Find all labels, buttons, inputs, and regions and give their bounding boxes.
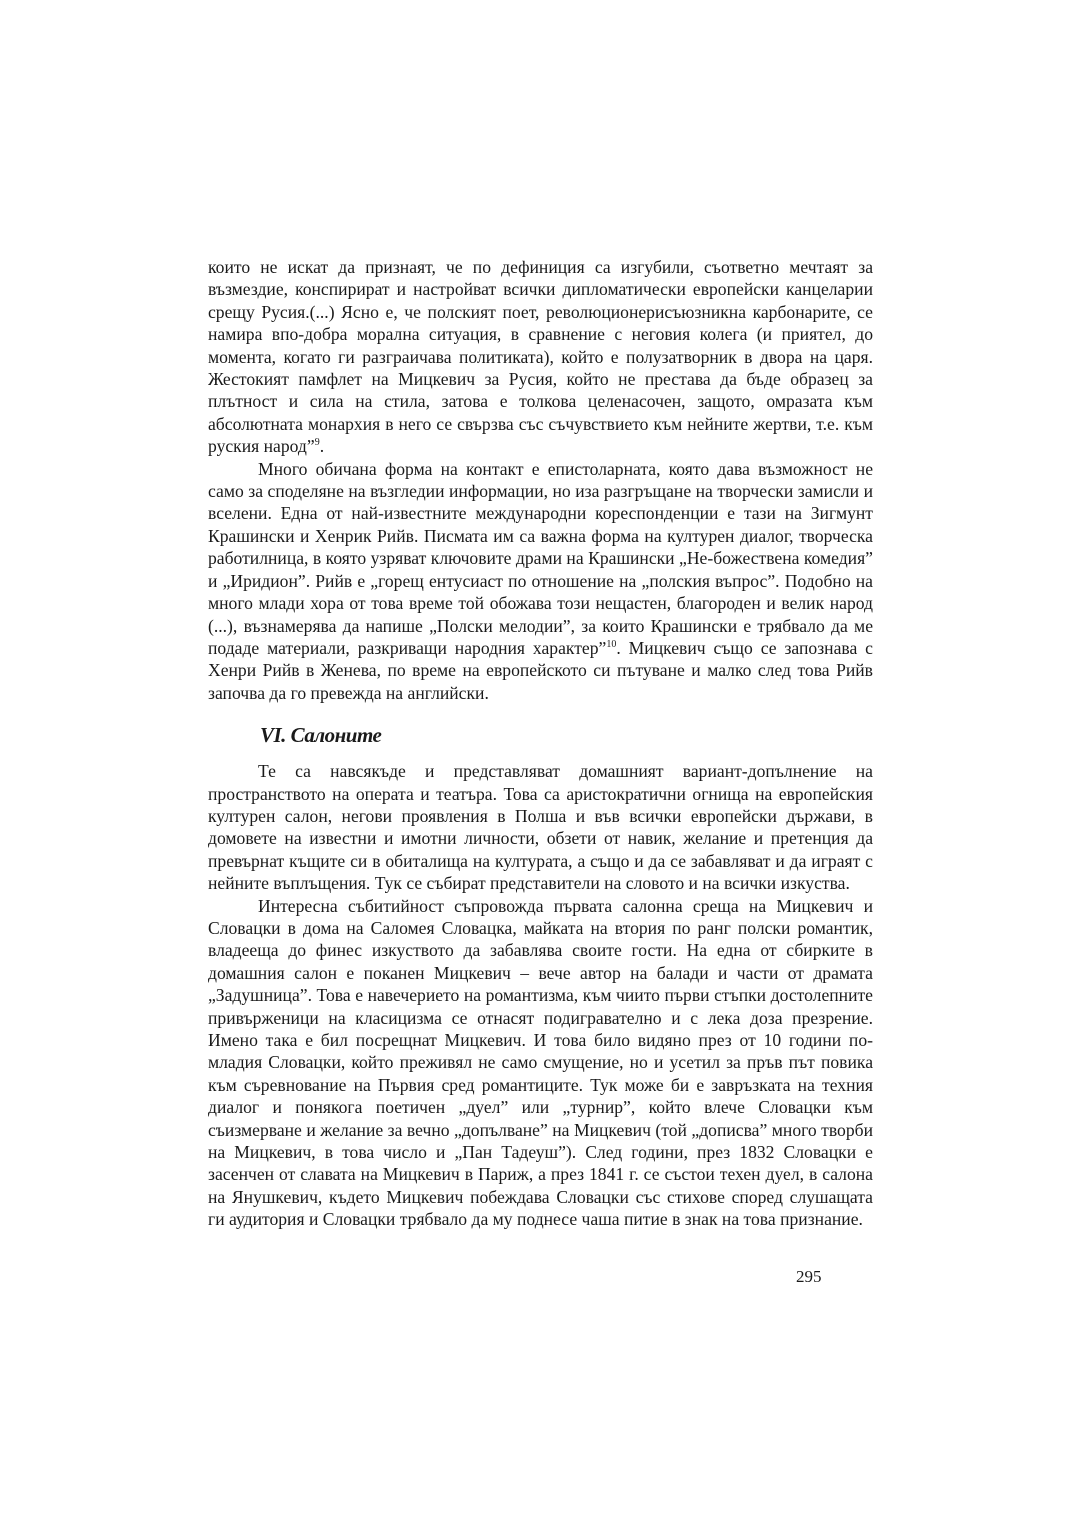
paragraph-text: Много обичана форма на контакт е епистоларната, която дава възможност не само за споделяне на възгледии информации, но иза разгръщане на творчески замисли и вселени. Една от най-известните международни кореспонденции е тази на Зигмунт Крашински и Хенрик Рийв. Писмата им са важна форма на културен диалог, творческа работилница, в която узряват ключовите драми на Крашински „Не-божествена комедия” и „Иридион”. Рийв е „горещ ентусиаст по отношение на „полския въпрос”. Подобно на много млади хора от това време той обожава този нещастен, благороден и велик народ (...), възнамерява да напише „Полски мелодии”, за които Крашински е трябвало да ме подаде материали, разкриващи народния характер” <box>208 458 873 658</box>
page-body <box>208 256 873 1231</box>
paragraph-text: които не искат да признаят, че по дефиниция са изгубили, съответно мечтаят за възмездие, конспирират и настройват всички дипломатически европейски канцеларии срещу Русия.(...) Ясно е, че полският поет, революционерисъюзникна карбонарите, се намира впо-добра морална ситуация, в сравнение с неговия колега (и приятел, до момента, когато ги разграичава политиката), който е полузатворник в двора на царя. Жестокият памфлет на Мицкевич за Русия, който не престава да бъде образец за плътност и сила на стила, затова е толкова целенасочен, защото, омразата към абсолютната монархия в него се свързва със съчувствието към нейните жертви, т.е. към руския народ” <box>208 257 873 457</box>
paragraph-text-tail: . Мицкевич също се запознава с Хенри Рийв в Женева, по време на европейското си пътуване и малко след това Рийв започва да го превежда на английски. <box>208 637 873 703</box>
section-heading: VI. Салоните <box>260 723 382 748</box>
paragraph-meeting: Интересна събитийност съпровожда първата салонна среща на Мицкевич и Словацки в дома на Саломея Словацка, майката на втория по ранг полски романтик, владееща до финес изкуството да забавлява своите гости. На една от сбирките в домашния салон е поканен Мицкевич – вече автор на балади и части от драмата „Задушница”. Това е навечерието на романтизма, към чиито първи стъпки достолепните привърженици на класицизма се отнасят подигравателно и с лека доза презрение. Имено така е бил посрещнат Мицкевич. И това било видяно през от 10 години по-младия Словацки, който преживял не само смущение, но и усетил за пръв път повика към съревнование на Първия сред романтиците. Тук може би е завръзката на техния диалог и понякога поетичен „дуел” или „турнир”, който влече Словацки към съизмерване и желание за вечно „допълване” на Мицкевич (той „дописва” много творби на Мицкевич, в това число и „Пан Тадеуш”). След години, през 1832 Словацки е засенчен от славата на Мицкевич в Париж, а през 1841 г. се състои техен дуел, в салона на Янушкевич, където Мицкевич побеждава Словацки със стихове според слушащата ги аудитория и Словацки трябвало да му поднесе чаша питие в знак на това признание. <box>208 895 873 1230</box>
paragraph-epistolary <box>208 458 873 704</box>
footnote-marker[interactable]: 10 <box>606 639 617 651</box>
paragraph-text-tail: . <box>319 436 325 457</box>
paragraph-salons: Те са навсякъде и представляват домашният вариант-допълнение на пространството на операта и театъра. Това са аристократични огнища на европейския културен салон, негови проявления в Полша и във всички европейски държави, в домовете на известни и имотни личности, обзети от навик, желание и претенция да превърнат къщите си в обиталища на културата, а също и да се забавляват и да играят с нейните въплъщения. Тук се събират представители на словото и на всички изкуства. <box>208 761 873 894</box>
paragraph-continuation <box>208 256 873 458</box>
page-number: 295 <box>796 1267 822 1286</box>
footnote-marker[interactable]: 9 <box>314 437 320 449</box>
